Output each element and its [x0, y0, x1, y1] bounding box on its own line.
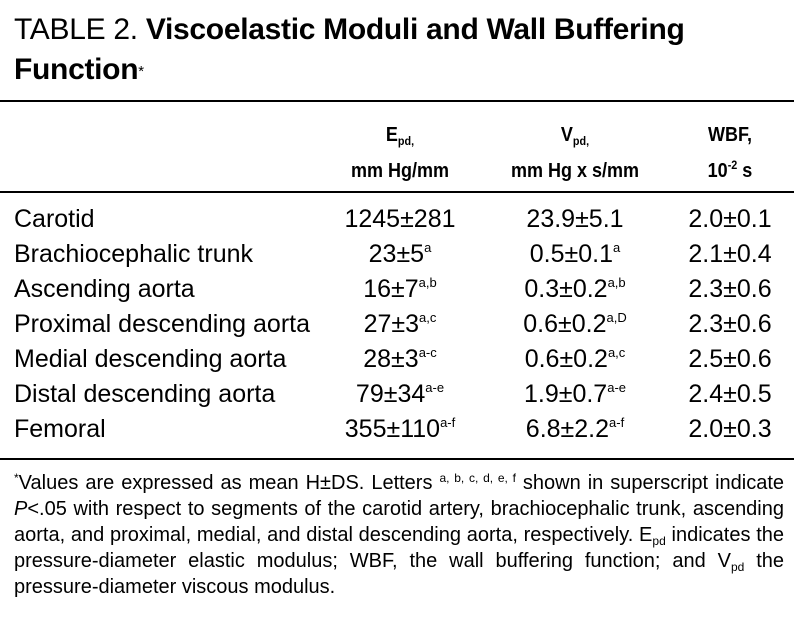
vpd-value: 0.3±0.2	[524, 275, 608, 303]
header-wbf-symbol: WBF,	[707, 124, 752, 146]
wbf-value: 2.3±0.6	[688, 310, 772, 338]
header-vpd-symbol: V	[560, 124, 573, 146]
header-epd	[328, 120, 472, 186]
segment-name: Proximal descending aorta	[14, 310, 310, 338]
epd-superscript: a	[424, 240, 432, 255]
epd-value: 355±110	[344, 415, 441, 443]
epd-superscript: a-e	[425, 380, 445, 395]
segment-name: Medial descending aorta	[14, 345, 287, 373]
footnote-subscript-epd: pd	[652, 534, 666, 548]
vpd-value: 0.6±0.2	[524, 345, 608, 373]
header-vpd	[499, 120, 652, 186]
epd-value: 1245±281	[344, 205, 456, 233]
segment-name: Distal descending aorta	[14, 380, 276, 408]
vpd-superscript: a-f	[609, 415, 625, 430]
epd-cell	[320, 377, 480, 412]
epd-cell	[320, 272, 480, 307]
footnote-text-4: indicates the pressure-diameter elastic modulus; WBF, the wall buffering function; and V	[14, 524, 785, 572]
header-rule	[0, 191, 794, 193]
table-row	[0, 412, 794, 447]
wbf-value: 2.0±0.3	[688, 415, 772, 443]
vpd-cell	[490, 412, 660, 447]
epd-superscript: a,b	[418, 275, 437, 290]
header-wbf-unit	[685, 150, 775, 186]
header-wbf-unit-exponent: -2	[727, 158, 738, 172]
vpd-cell	[490, 342, 660, 377]
epd-value: 79±34	[355, 380, 426, 408]
vpd-superscript: a,D	[606, 310, 627, 325]
segment-name: Carotid	[14, 205, 95, 233]
segment-name: Femoral	[14, 415, 106, 443]
table-number: TABLE 2.	[14, 13, 138, 46]
footnote-p-symbol: P	[14, 498, 28, 520]
epd-cell	[320, 237, 480, 272]
top-rule	[0, 100, 794, 102]
footnote-subscript-vpd: pd	[730, 560, 745, 574]
vpd-cell	[490, 237, 660, 272]
epd-cell	[320, 412, 480, 447]
epd-cell	[320, 307, 480, 342]
table-row	[0, 342, 794, 377]
segment-name: Ascending aorta	[14, 275, 195, 303]
epd-superscript: a-f	[440, 415, 456, 430]
header-wbf-unit-tail: s	[737, 160, 753, 182]
vpd-value: 1.9±0.7	[523, 380, 608, 408]
header-epd-symbol: E	[385, 124, 398, 146]
epd-value: 27±3	[363, 310, 420, 338]
epd-value: 28±3	[363, 345, 419, 373]
footnote-text-3: <.05 with respect to segments of the carotid artery, brachiocephalic trunk, ascending aorta, and proximal, medial, and distal descending aorta, respectively. E	[14, 498, 784, 546]
header-vpd-unit: mm Hg x s/mm	[510, 160, 640, 182]
table-body	[0, 202, 794, 447]
vpd-cell	[490, 307, 660, 342]
footnote-letters: a, b, c, d, e, f	[439, 471, 516, 485]
table-row	[0, 237, 794, 272]
epd-cell	[320, 202, 480, 237]
footnote-marker: *	[14, 471, 19, 485]
epd-value: 16±7	[363, 275, 419, 303]
vpd-value: 0.5±0.1	[529, 240, 613, 268]
vpd-value: 0.6±0.2	[523, 310, 607, 338]
footnote-text-2: shown in superscript indicate	[515, 472, 785, 494]
header-wbf	[685, 120, 775, 186]
table-row	[0, 377, 794, 412]
epd-value: 23±5	[368, 240, 425, 268]
epd-cell	[320, 342, 480, 377]
vpd-cell	[490, 202, 660, 237]
vpd-superscript: a,c	[607, 345, 626, 360]
table-footnote	[14, 470, 784, 600]
header-epd-subscript: pd,	[397, 134, 415, 148]
header-epd-unit: mm Hg/mm	[350, 160, 450, 182]
vpd-cell	[490, 272, 660, 307]
title-footnote-marker: *	[138, 63, 144, 80]
vpd-value: 23.9±5.1	[526, 205, 624, 233]
segment-name: Brachiocephalic trunk	[14, 240, 254, 268]
footnote-text-1: Values are expressed as mean H±DS. Letters	[18, 472, 440, 494]
wbf-value: 2.0±0.1	[688, 205, 772, 233]
header-wbf-unit-base: 10	[707, 160, 728, 182]
wbf-value: 2.1±0.4	[688, 240, 772, 268]
table-row	[0, 272, 794, 307]
table-row	[0, 202, 794, 237]
vpd-superscript: a,b	[607, 275, 626, 290]
vpd-cell	[490, 377, 660, 412]
vpd-value: 6.8±2.2	[525, 415, 610, 443]
vpd-superscript: a-e	[607, 380, 627, 395]
table-heading: Viscoelastic Moduli and Wall Buffering Function	[14, 13, 685, 86]
table-row	[0, 307, 794, 342]
wbf-value: 2.3±0.6	[688, 275, 772, 303]
epd-superscript: a-c	[418, 345, 437, 360]
vpd-superscript: a	[613, 240, 621, 255]
wbf-value: 2.4±0.5	[688, 380, 772, 408]
footnote-text-5: the pressure-diameter viscous modulus.	[14, 550, 785, 598]
epd-superscript: a,c	[419, 310, 437, 325]
wbf-value: 2.5±0.6	[688, 345, 772, 373]
table-title	[14, 10, 774, 90]
bottom-rule	[0, 458, 794, 460]
header-vpd-subscript: pd,	[572, 134, 590, 148]
